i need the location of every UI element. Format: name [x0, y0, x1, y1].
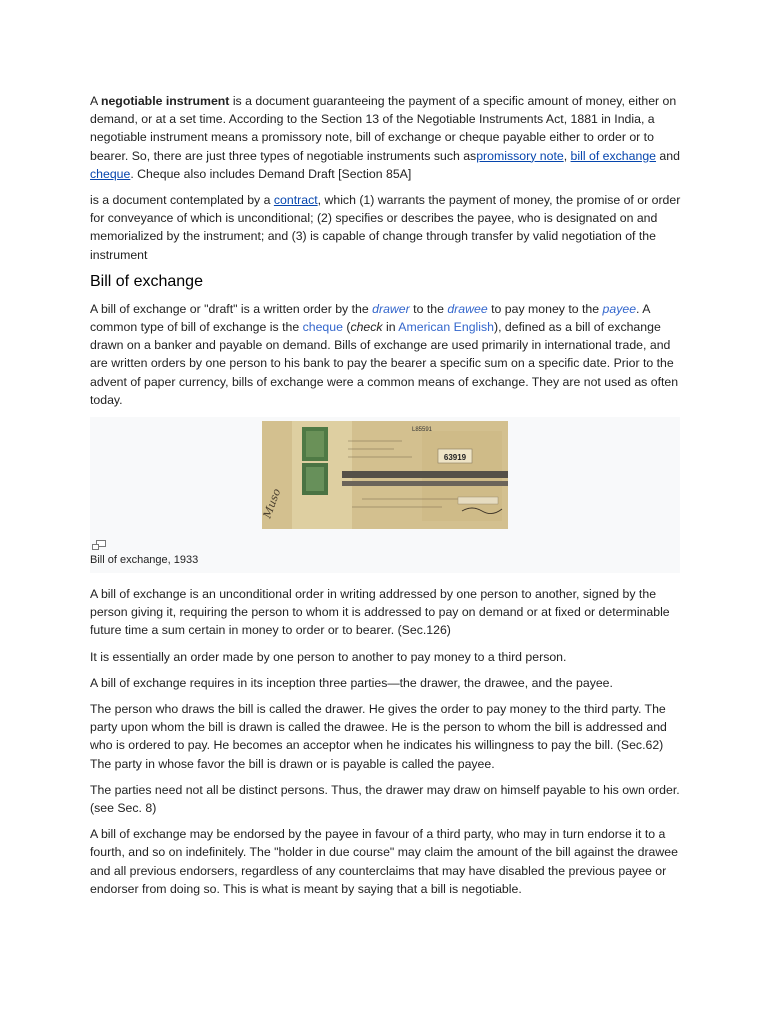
body-paragraph-5: The parties need not all be distinct persons. Thus, the drawer may draw on himself payable to his own order. (see Sec. 8)	[90, 782, 680, 816]
signature: Muso	[262, 486, 284, 521]
american-english-link[interactable]: American English	[398, 320, 494, 335]
text: ), defined as a bill of exchange drawn on a banker and payable on demand. Bills of exchange are used primarily in international trade, and are written orders by one person to his bank to pay the bearer a specific sum on a specific date. Prior to the advent of paper currency, bills of exchange were a common means of exchange. They are not used as often today.	[90, 320, 679, 407]
text: A bill of exchange or "draft" is a written order by the	[90, 301, 373, 316]
enlarge-icon-svg	[92, 540, 106, 550]
cheque-wiki-link[interactable]: cheque	[302, 320, 343, 335]
italic-term: check	[350, 320, 383, 335]
text: (	[342, 320, 351, 335]
cheque-link[interactable]: cheque	[90, 166, 131, 181]
text: to pay money to the	[487, 301, 603, 316]
contract-link[interactable]: contract	[273, 193, 318, 208]
bill-of-exchange-image[interactable]	[262, 421, 508, 529]
article-content	[90, 92, 682, 906]
payee-link[interactable]: payee	[602, 301, 637, 316]
body-paragraph-4: The person who draws the bill is called the drawer. He gives the order to pay money to the third party. The party upon whom the bill is drawn is called the drawee. He is the person to whom the bill is addressed and who is ordered to pay. He becomes an acceptor when he indicates his willingness to pay the bill. (Sec.62) The party in whose favor the bill is drawn or is payable is called the payee.	[90, 702, 667, 771]
enlarge-icon[interactable]	[92, 537, 106, 547]
intro-paragraph	[90, 92, 682, 183]
text: , which (1) warrants the payment of money, the promise of or order for conveyance of which is unconditional; (2) specifies or describes the payee, who is designated on and memorialized by the instrument; and (3) is capable of change through transfer by valid negotiation of the instrument	[90, 193, 681, 262]
body-paragraph-6: A bill of exchange may be endorsed by the payee in favour of a third party, who may in turn endorse it to a fourth, and so on indefinitely. The "holder in due course" may claim the amount of the bill against the drawee and all previous endorsers, regardless of any counterclaims that may have disabled the previous payee or endorser from doing so. This is what is meant by saying that a bill is negotiable.	[90, 827, 678, 896]
body-paragraph-2: It is essentially an order made by one person to another to pay money to a third person.	[90, 649, 567, 664]
body-paragraph-1: A bill of exchange is an unconditional order in writing addressed by one person to another, signed by the person giving it, requiring the person to whom it is addressed to pay on demand or at fixed or determinable future time a sum certain in money to order or to bearer. (Sec.126)	[90, 587, 670, 638]
bill-of-exchange-link[interactable]: bill of exchange	[570, 148, 657, 163]
text: in	[382, 320, 399, 335]
bold-term: negotiable instrument	[100, 94, 230, 108]
section-intro-paragraph	[90, 300, 682, 409]
text: . A common type of bill of exchange is the	[90, 301, 650, 335]
drawer-link[interactable]: drawer	[372, 301, 410, 316]
amount-number: 63919	[443, 453, 467, 463]
body-paragraph-3: A bill of exchange requires in its inception three parties—the drawer, the drawee, and the payee.	[90, 675, 613, 690]
text: to the	[409, 301, 448, 316]
text: ,	[563, 148, 571, 163]
text: is a document contemplated by a	[90, 193, 274, 208]
bill-image-svg	[262, 421, 508, 529]
section-heading: Bill of exchange	[90, 272, 203, 290]
text: and	[656, 148, 680, 163]
definition-paragraph	[90, 191, 682, 264]
text: A	[90, 94, 101, 108]
drawee-link[interactable]: drawee	[447, 301, 488, 316]
figure-caption: Bill of exchange, 1933	[90, 554, 199, 567]
serial-number: L85591	[412, 427, 433, 434]
promissory-note-link[interactable]: promissory note	[476, 148, 564, 163]
text: is a document guaranteeing the payment of a specific amount of money, either on demand, or at a set time. According to the Section 13 of the Negotiable Instruments Act, 1881 in India, a negotiable instrument means a promissory note, bill of exchange or cheque payable either to order or to bearer. So, there are just three types of negotiable instruments such as	[90, 94, 677, 163]
text: . Cheque also includes Demand Draft [Section 85A]	[130, 166, 412, 181]
figure	[90, 417, 680, 573]
